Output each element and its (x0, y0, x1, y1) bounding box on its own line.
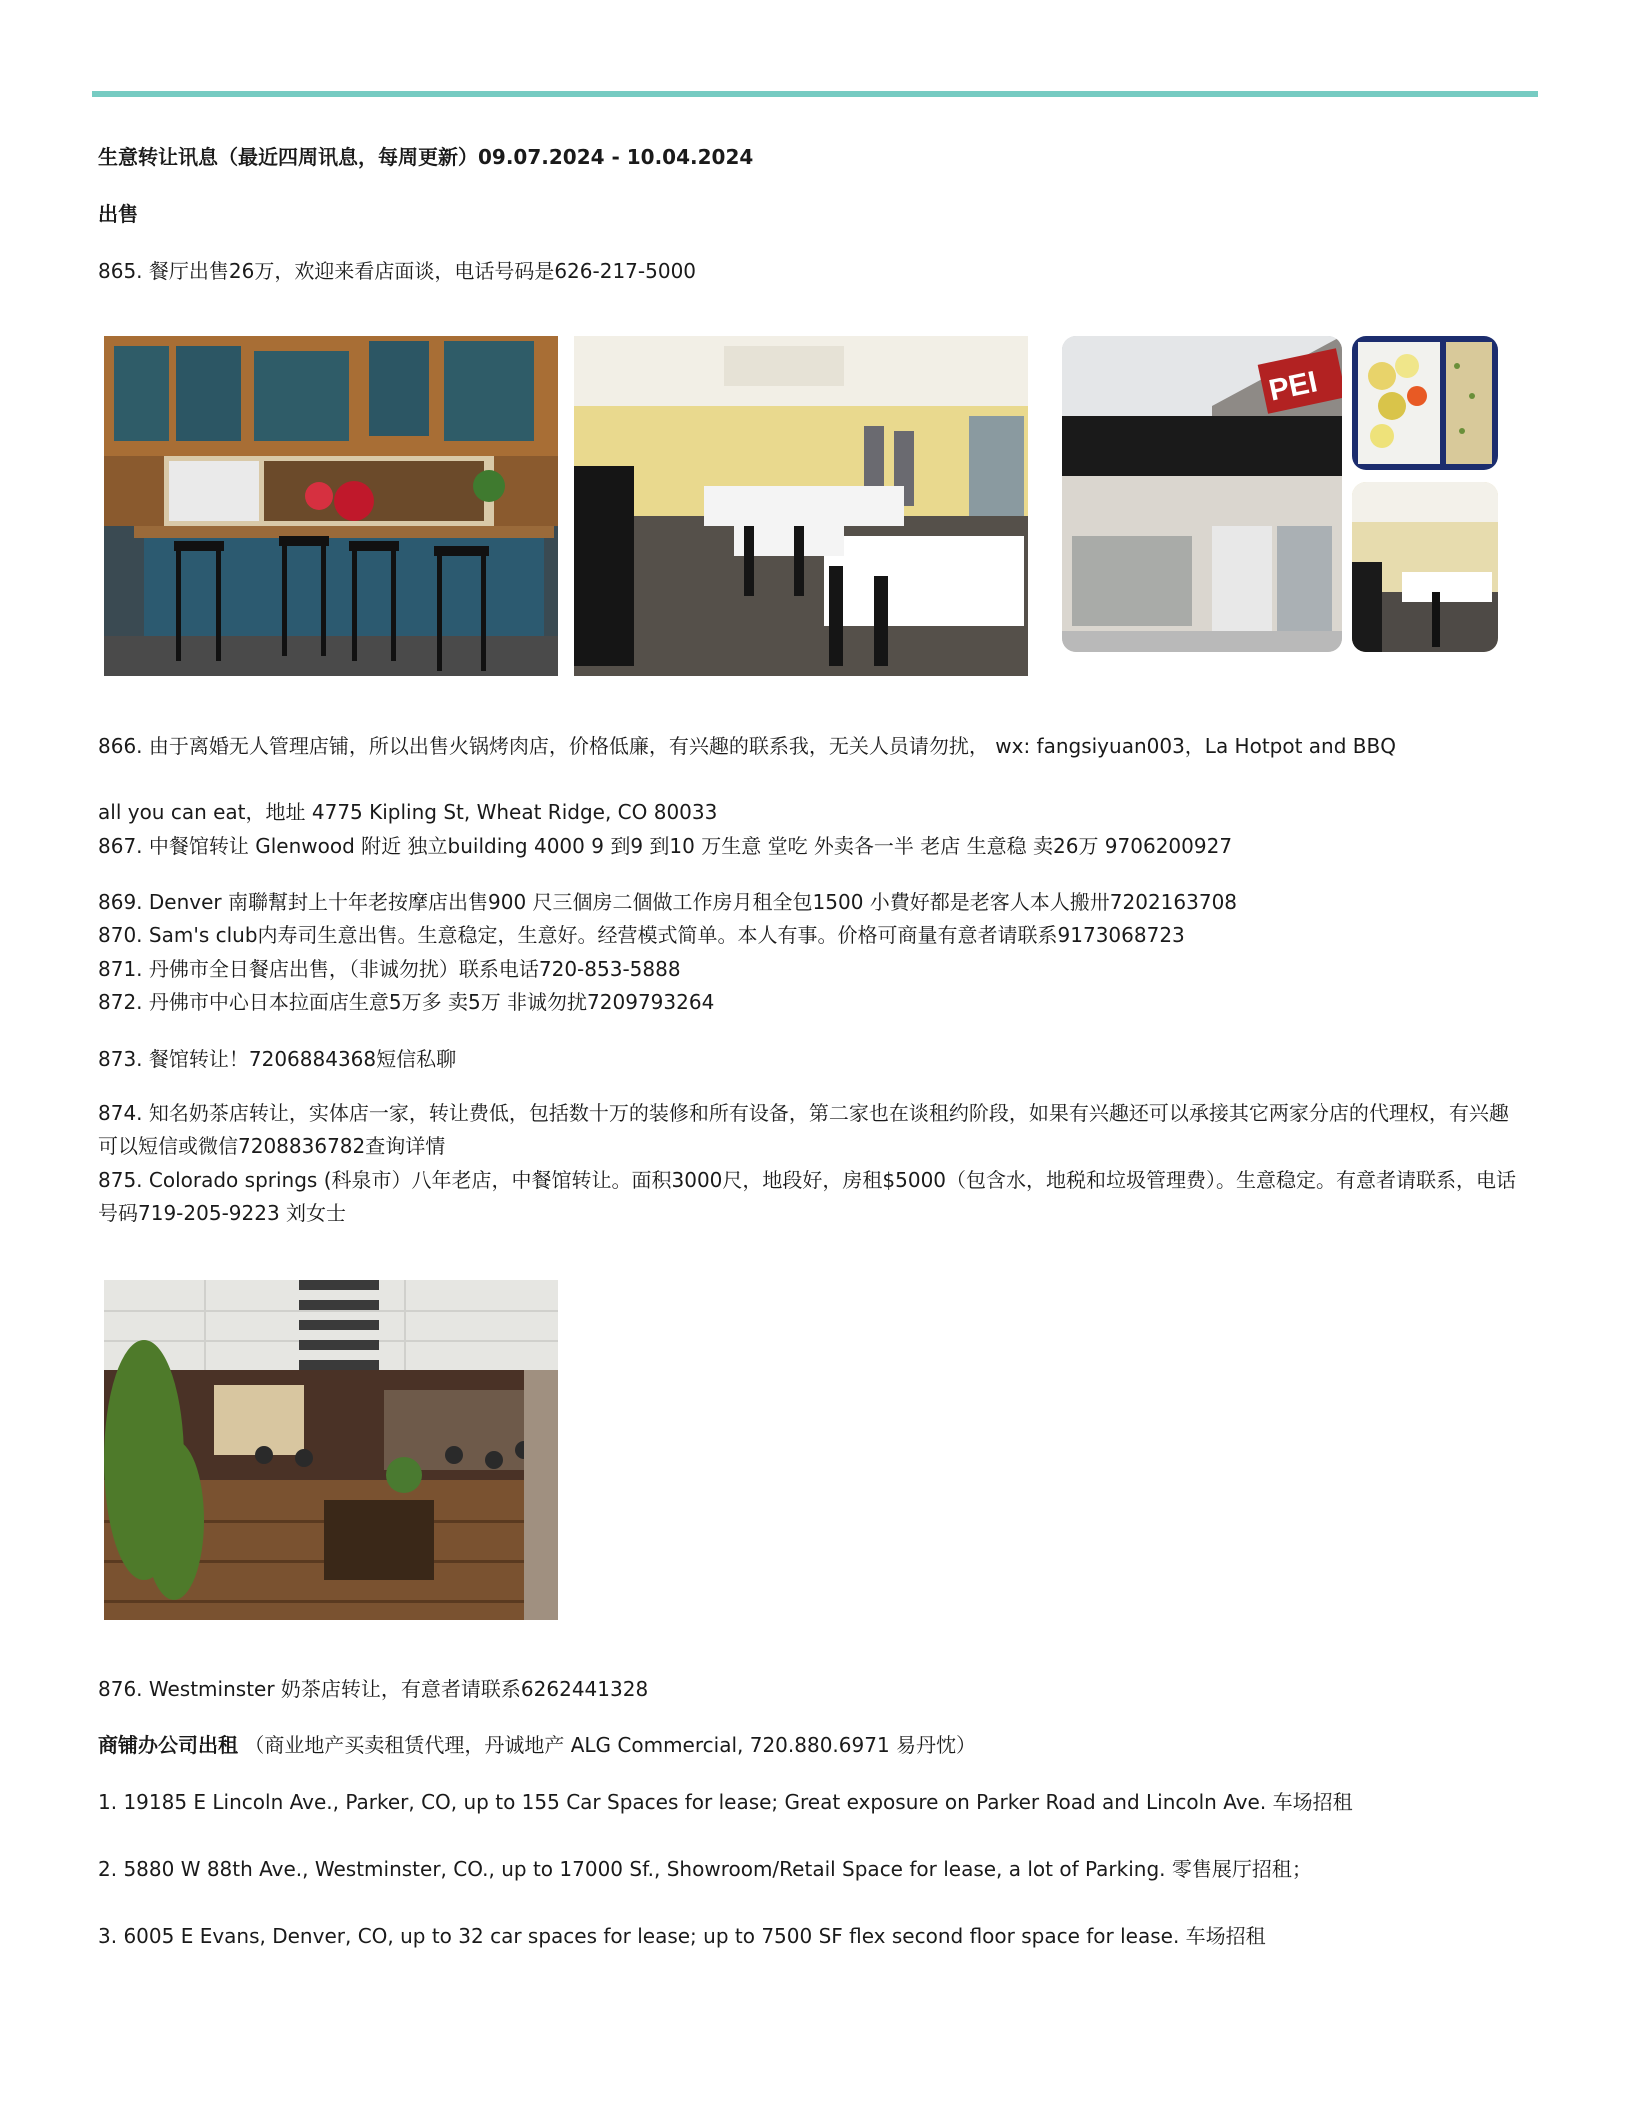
lease-item-2: 2. 5880 W 88th Ave., Westminster, CO., up to 17000 Sf., Showroom/Retail Space for lease, a lot of Parking. 零售展厅招租； (98, 1857, 1312, 1881)
listing-874: 874. 知名奶茶店转让，实体店一家，转让费低，包括数十万的装修和所有设备，第二家也在谈租约阶段，如果有兴趣还可以承接其它两家分店的代理权，有兴趣可以短信或微信7208836782查询详情 (98, 1101, 1509, 1158)
food-photo (1352, 336, 1498, 470)
sale-heading: 出售 (98, 202, 138, 226)
listing-866-line1: 866. 由于离婚无人管理店铺，所以出售火锅烤肉店，价格低廉，有兴趣的联系我，无关人员请勿扰， wx: fangsiyuan003，La Hotpot and BBQ (98, 734, 1396, 758)
lease-item-3: 3. 6005 E Evans, Denver, CO, up to 32 car spaces for lease; up to 7500 SF flex second floor space for lease. 车场招租 (98, 1924, 1266, 1948)
lease-heading: 商铺办公司出租 (98, 1733, 238, 1757)
listing-866-line2: all you can eat，地址 4775 Kipling St, Wheat Ridge, CO 80033 (98, 800, 718, 824)
storefront-sign-text: PEI (1266, 365, 1321, 408)
listing-865: 865. 餐厅出售26万，欢迎来看店面谈，电话号码是626-217-5000 (98, 259, 697, 283)
listing-872: 872. 丹佛市中心日本拉面店生意5万多 卖5万 非诚勿扰7209793264 (98, 990, 715, 1014)
dining-room-small-photo (1352, 482, 1498, 652)
listing-867: 867. 中餐馆转让 Glenwood 附近 独立building 4000 9 到9 到10 万生意 堂吃 外卖各一半 老店 生意稳 卖26万 9706200927 (98, 834, 1233, 858)
lease-agent-note: （商业地产买卖租赁代理，丹诚地产 ALG Commercial, 720.880.6971 易丹忱） (244, 1733, 977, 1757)
listing-873: 873. 餐馆转让！7206884368短信私聊 (98, 1047, 457, 1071)
top-accent-bar (92, 91, 1538, 97)
page-title: 生意转让讯息（最近四周讯息，每周更新）09.07.2024 - 10.04.2024 (98, 145, 754, 169)
listing-875: 875. Colorado springs (科泉市）八年老店，中餐馆转让。面积3000尺，地段好，房租$5000（包含水，地税和垃圾管理费）。生意稳定。有意者请联系，电话号码719-205-9223 刘女士 (98, 1168, 1517, 1225)
storefront-photo (1062, 336, 1342, 652)
lease-heading-line (98, 1732, 976, 1758)
lease-item-1: 1. 19185 E Lincoln Ave., Parker, CO, up to 155 Car Spaces for lease; Great exposure on Parker Road and Lincoln Ave. 车场招租 (98, 1790, 1353, 1814)
listing-871: 871. 丹佛市全日餐店出售，（非诚勿扰）联系电话720-853-5888 (98, 957, 681, 981)
restaurant-interior-photo (104, 1280, 558, 1620)
dining-room-photo (574, 336, 1028, 676)
listing-876: 876. Westminster 奶茶店转让，有意者请联系6262441328 (98, 1677, 649, 1701)
listing-869: 869. Denver 南聯幫封上十年老按摩店出售900 尺三個房二個做工作房月租全包1500 小費好都是老客人本人搬卅7202163708 (98, 890, 1238, 914)
listing-870: 870. Sam's club内寿司生意出售。生意稳定，生意好。经营模式简单。本人有事。价格可商量有意者请联系9173068723 (98, 923, 1185, 947)
restaurant-bar-photo (104, 336, 558, 676)
